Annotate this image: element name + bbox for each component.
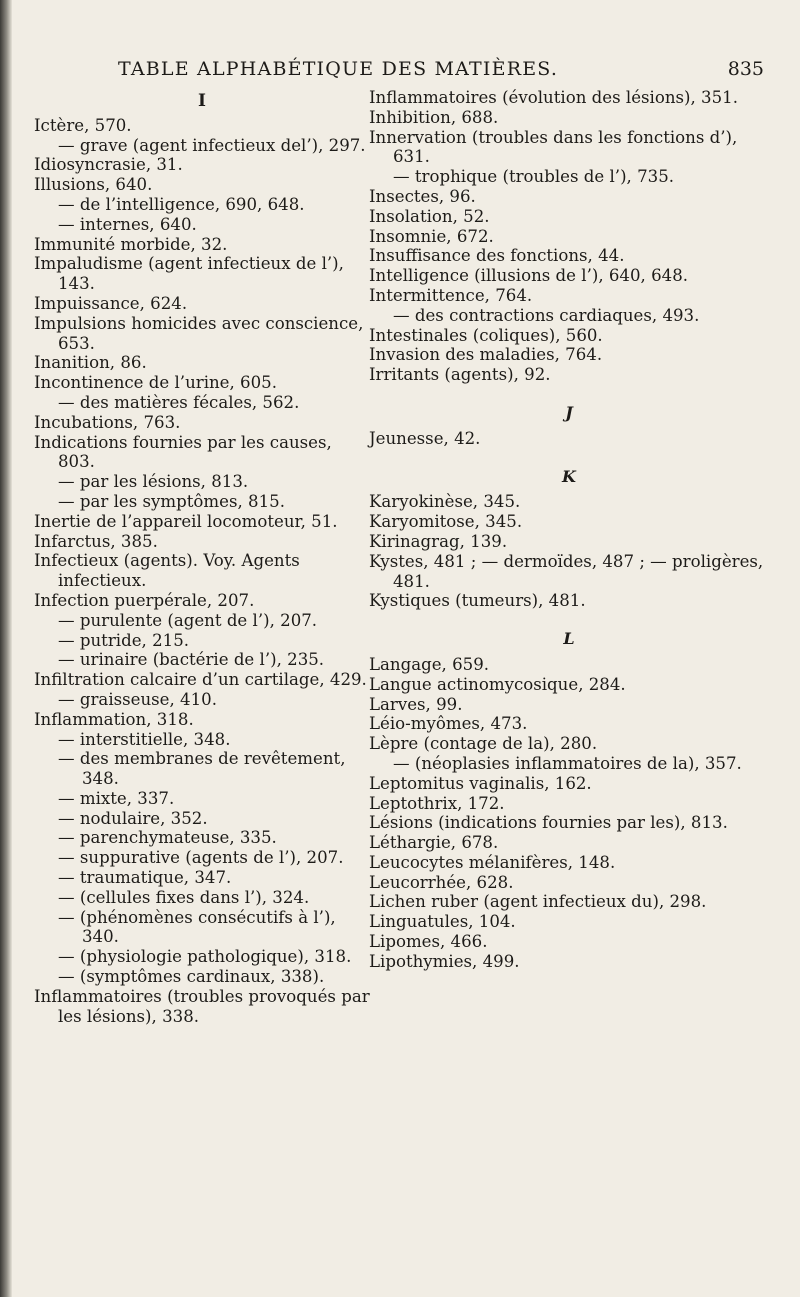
index-entry: Indications fournies par les causes, 803. <box>34 432 332 472</box>
index-entry: Inertie de l’appareil locomoteur, 51. <box>34 511 338 531</box>
index-entry: Karyomitose, 345. <box>369 512 523 532</box>
index-entry: Immunité morbide, 32. <box>34 234 228 254</box>
index-subentry: — graisseuse, 410. <box>58 689 217 709</box>
index-entry: Impaludisme (agent infectieux de l’), 143. <box>34 254 344 294</box>
index-entry: Infarctus, 385. <box>34 531 158 551</box>
section-letter-i: I <box>198 91 206 111</box>
index-entry: Leptomitus vaginalis, 162. <box>369 773 592 793</box>
index-subentry: — nodulaire, 352. <box>58 808 208 828</box>
index-subentry: — (cellules fixes dans l’), 324. <box>58 887 310 907</box>
index-entry: Intestinales (coliques), 560. <box>369 325 603 345</box>
entries-j <box>369 429 769 449</box>
index-entry: Inflammation, 318. <box>34 709 194 729</box>
right-entries-i <box>369 88 769 385</box>
index-entry: Linguatules, 104. <box>369 912 516 932</box>
index-entry: Kirinagrag, 139. <box>369 531 508 551</box>
page-number: 835 <box>727 58 764 80</box>
index-entry: Impuissance, 624. <box>34 293 188 313</box>
index-entry: Irritants (agents), 92. <box>369 365 551 385</box>
index-subentry: — urinaire (bactérie de l’), 235. <box>58 650 325 670</box>
index-subentry: — trophique (troubles de l’), 735. <box>393 167 675 187</box>
index-entry: Lipomes, 466. <box>369 932 488 952</box>
index-subentry: — (néoplasies inflammatoires de la), 357. <box>393 753 742 773</box>
section-letter-j: J <box>565 402 573 422</box>
entries-k <box>369 492 769 611</box>
index-subentry: — putride, 215. <box>58 630 190 650</box>
index-entry: Innervation (troubles dans les fonctions d’), 631. <box>369 127 738 167</box>
index-entry: Inanition, 86. <box>34 353 147 373</box>
index-subentry: — suppurative (agents de l’), 207. <box>58 848 344 868</box>
left-column <box>34 88 370 1026</box>
index-subentry: — purulente (agent de l’), 207. <box>58 610 318 630</box>
index-entry: Lèpre (contage de la), 280. <box>369 734 598 754</box>
index-entry: Inflammatoires (évolution des lésions), 351. <box>369 88 739 107</box>
index-subentry: — interstitielle, 348. <box>58 729 231 749</box>
index-entry: Insectes, 96. <box>369 186 476 206</box>
index-entry: Infection puerpérale, 207. <box>34 590 255 610</box>
left-entries <box>34 116 370 1027</box>
index-entry: Ictère, 570. <box>34 115 132 135</box>
index-entry: Lichen ruber (agent infectieux du), 298. <box>369 892 707 912</box>
index-subentry: — par les symptômes, 815. <box>58 491 285 511</box>
index-entry: Larves, 99. <box>369 694 463 714</box>
index-subentry: — de l’intelligence, 690, 648. <box>58 194 305 214</box>
index-entry: Intelligence (illusions de l’), 640, 648. <box>369 266 689 286</box>
index-subentry: — (phénomènes consécutifs à l’), 340. <box>58 907 336 947</box>
index-entry: Lipothymies, 499. <box>369 951 520 971</box>
index-entry: Langue actinomycosique, 284. <box>369 674 626 694</box>
section-letter-l: L <box>563 629 575 649</box>
index-entry: Impulsions homicides avec conscience, 653. <box>34 313 364 353</box>
index-entry: Lésions (indications fournies par les), 813. <box>369 813 728 833</box>
index-entry: Inhibition, 688. <box>369 107 499 127</box>
index-entry: Leucocytes mélanifères, 148. <box>369 852 616 872</box>
index-entry: Idiosyncrasie, 31. <box>34 155 183 175</box>
entries-l <box>369 655 769 972</box>
index-entry: Incontinence de l’urine, 605. <box>34 373 277 393</box>
index-entry: Intermittence, 764. <box>369 285 533 305</box>
index-subentry: — parenchymateuse, 335. <box>58 828 277 848</box>
index-entry: Kystiques (tumeurs), 481. <box>369 591 586 611</box>
running-header <box>0 58 800 88</box>
index-entry: Incubations, 763. <box>34 412 181 432</box>
index-subentry: — des matières fécales, 562. <box>58 392 300 412</box>
index-entry: Langage, 659. <box>369 654 490 674</box>
index-entry: Leucorrhée, 628. <box>369 872 514 892</box>
index-entry: Léio-myômes, 473. <box>369 714 528 734</box>
index-subentry: — (physiologie pathologique), 318. <box>58 947 352 967</box>
index-entry: Jeunesse, 42. <box>369 428 481 448</box>
index-entry: Infectieux (agents). Voy. Agents infectieux. <box>34 551 300 591</box>
index-subentry: — internes, 640. <box>58 214 197 234</box>
index-subentry: — des membranes de revêtement, 348. <box>58 749 346 789</box>
index-entry: Illusions, 640. <box>34 175 153 195</box>
index-subentry: — (symptômes cardinaux, 338). <box>58 967 325 987</box>
book-binding-edge <box>0 0 12 1297</box>
index-subentry: — traumatique, 347. <box>58 868 232 888</box>
index-entry: Kystes, 481 ; — dermoïdes, 487 ; — proligères, 481. <box>369 551 764 591</box>
index-entry: Leptothrix, 172. <box>369 793 505 813</box>
index-subentry: — des contractions cardiaques, 493. <box>393 305 700 325</box>
index-entry: Inflammatoires (troubles provoqués par les lésions), 338. <box>34 986 370 1026</box>
index-entry: Insomnie, 672. <box>369 226 494 246</box>
index-entry: Infiltration calcaire d’un cartilage, 429. <box>34 670 367 690</box>
index-subentry: — mixte, 337. <box>58 788 175 808</box>
index-entry: Insuffisance des fonctions, 44. <box>369 246 625 266</box>
header-title: TABLE ALPHABÉTIQUE DES MATIÈRES. <box>118 58 559 80</box>
index-subentry: — par les lésions, 813. <box>58 472 249 492</box>
index-subentry: — grave (agent infectieux del’), 297. <box>58 135 366 155</box>
right-column <box>369 88 769 972</box>
section-letter-k: K <box>562 466 576 486</box>
index-entry: Léthargie, 678. <box>369 833 499 853</box>
index-entry: Invasion des maladies, 764. <box>369 345 603 365</box>
index-entry: Karyokinèse, 345. <box>369 492 521 512</box>
index-entry: Insolation, 52. <box>369 206 490 226</box>
